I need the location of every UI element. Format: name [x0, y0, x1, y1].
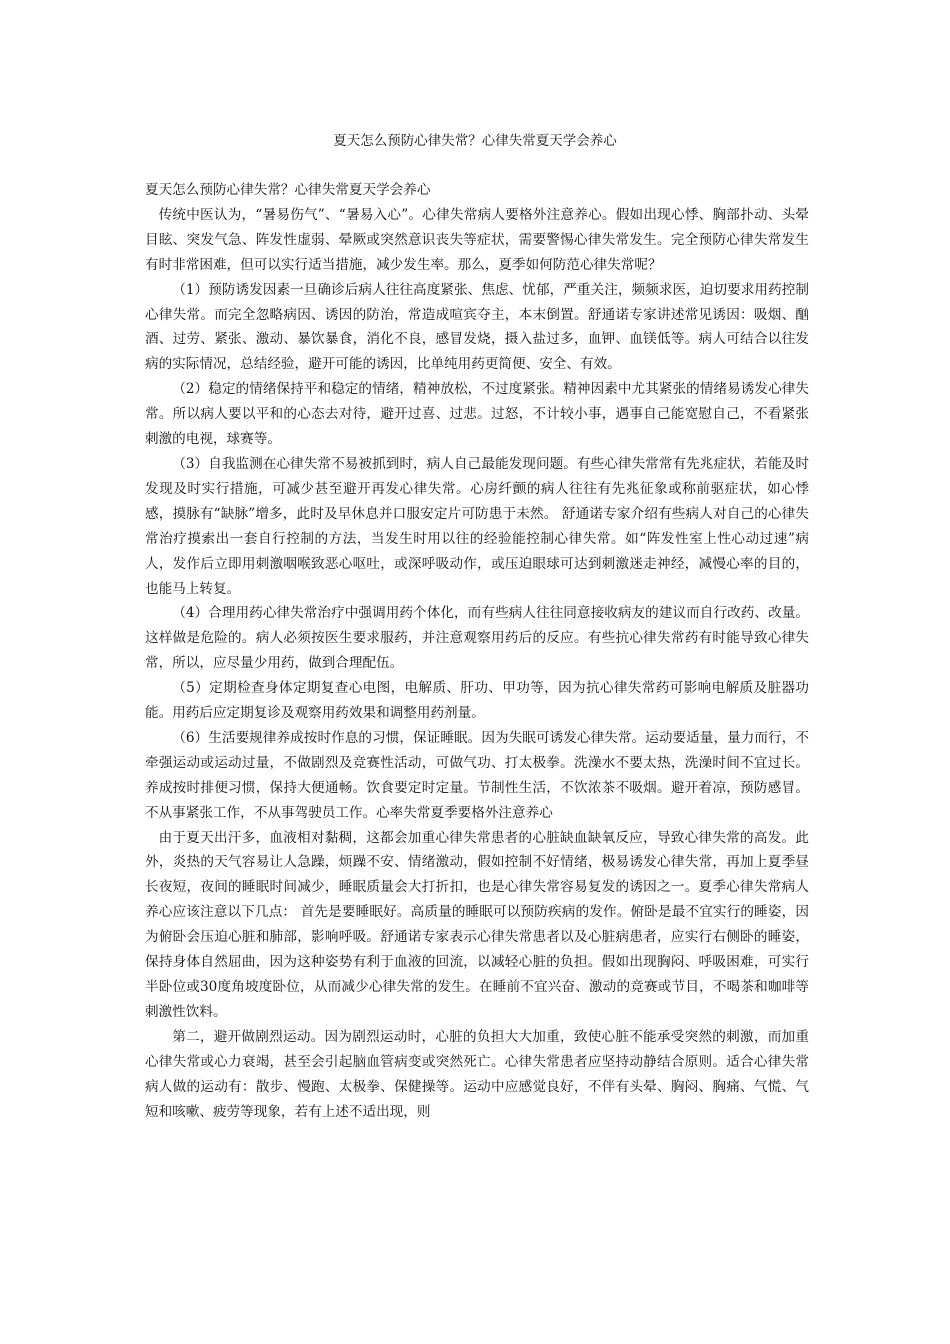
- paragraph: （4）合理用药心律失常治疗中强调用药个体化，而有些病人往往同意接收病友的建议而自行改药、改量。这样做是危险的。病人必须按医生要求服药，并注意观察用药后的反应。有些抗心律失常药有时能导致心律失常，所以，应尽量少用药，做到合理配伍。: [145, 605, 809, 672]
- paragraph: 夏天怎么预防心律失常？心律失常夏天学会养心: [145, 182, 431, 198]
- paragraph: 第二，避开做剧烈运动。因为剧烈运动时，心脏的负担大大加重，致使心脏不能承受突然的刺激，而加重心律失常或心力衰竭，甚至会引起脑血管病变或突然死亡。心律失常患者应坚持动静结合原则。适合心律失常病人做的运动有：散步、慢跑、太极拳、保健操等。运动中应感觉良好，不伴有头晕、胸闷、胸痛、气慌、气短和咳嗽、疲劳等现象，若有上述不适出现，则: [145, 1028, 809, 1120]
- paragraph: 由于夏天出汗多，血液相对黏稠，这都会加重心律失常患者的心脏缺血缺氧反应，导致心律失常的高发。此外，炎热的天气容易让人急躁，烦躁不安、情绪激动，假如控制不好情绪，极易诱发心律失常，再加上夏季昼长夜短，夜间的睡眠时间减少，睡眠质量会大打折扣，也是心律失常容易复发的诱因之一。夏季心律失常病人养心应该注意以下几点： 首先是要睡眠好。高质量的睡眠可以预防疾病的发作。俯卧是最不宜实行的睡姿，因为俯卧会压迫心脏和肺部，影响呼吸。舒通诺专家表示心律失常患者以及心脏病患者，应实行右侧卧的睡姿，保持身体自然屈曲，因为这种姿势有利于血液的回流，以减轻心脏的负担。假如出现胸闷、呼吸困难，可实行半卧位或30度角坡度卧位，从而减少心律失常的发生。在睡前不宜兴奋、激动的竞赛或节目，不喝茶和咖啡等刺激性饮料。: [145, 829, 809, 1020]
- paragraph: （5）定期检查身体定期复查心电图，电解质、肝功、甲功等，因为抗心律失常药可影响电解质及脏器功能。用药后应定期复诊及观察用药效果和调整用药剂量。: [145, 680, 809, 722]
- document-body: [145, 178, 809, 1124]
- paragraph: 传统中医认为，“暑易伤气”、“暑易入心”。心律失常病人要格外注意养心。假如出现心悸、胸部扑动、头晕目眩、突发气急、阵发性虚弱、晕厥或突然意识丧失等症状，需要警惕心律失常发生。完全预防心律失常发生有时非常困难，但可以实行适当措施，减少发生率。那么，夏季如何防范心律失常呢？: [145, 206, 809, 273]
- paragraph: （1）预防诱发因素一旦确诊后病人往往高度紧张、焦虑、忧郁，严重关注，频频求医，迫切要求用药控制心律失常。而完全忽略病因、诱因的防治，常造成喧宾夺主，本末倒置。舒通诺专家讲述常见诱因：吸烟、酗酒、过劳、紧张、激动、暴饮暴食，消化不良，感冒发烧，摄入盐过多，血钾、血镁低等。病人可结合以往发病的实际情况，总结经验，避开可能的诱因，比单纯用药更简便、安全、有效。: [145, 281, 809, 373]
- paragraph: （3）自我监测在心律失常不易被抓到时，病人自己最能发现问题。有些心律失常常有先兆症状，若能及时发现及时实行措施，可减少甚至避开再发心律失常。心房纤颤的病人往往有先兆征象或称前驱症状，如心悸感，摸脉有“缺脉”增多，此时及早休息并口服安定片可防患于未然。 舒通诺专家介绍有些病人对自己的心律失常治疗摸索出一套自行控制的方法，当发生时用以往的经验能控制心律失常。如“阵发性室上性心动过速”病人，发作后立即用刺激咽喉致恶心呕吐，或深呼吸动作，或压迫眼球可达到刺激迷走神经，减慢心率的目的，也能马上转复。: [145, 455, 809, 597]
- paragraph: （2）稳定的情绪保持平和稳定的情绪，精神放松，不过度紧张。精神因素中尤其紧张的情绪易诱发心律失常。所以病人要以平和的心态去对待，避开过喜、过悲。过怒，不计较小事，遇事自己能宽慰自己，不看紧张刺激的电视，球赛等。: [145, 381, 809, 448]
- document-title: 夏天怎么预防心律失常？心律失常夏天学会养心: [333, 133, 617, 149]
- paragraph: （6）生活要规律养成按时作息的习惯，保证睡眠。因为失眠可诱发心律失常。运动要适量，量力而行，不牵强运动或运动过量，不做剧烈及竞赛性活动，可做气功、打太极拳。洗澡水不要太热，洗澡时间不宜过长。养成按时排便习惯，保持大便通畅。饮食要定时定量。节制性生活，不饮浓茶不吸烟。避开着凉，预防感冒。不从事紧张工作，不从事驾驶员工作。心率失常夏季要格外注意养心: [145, 729, 809, 821]
